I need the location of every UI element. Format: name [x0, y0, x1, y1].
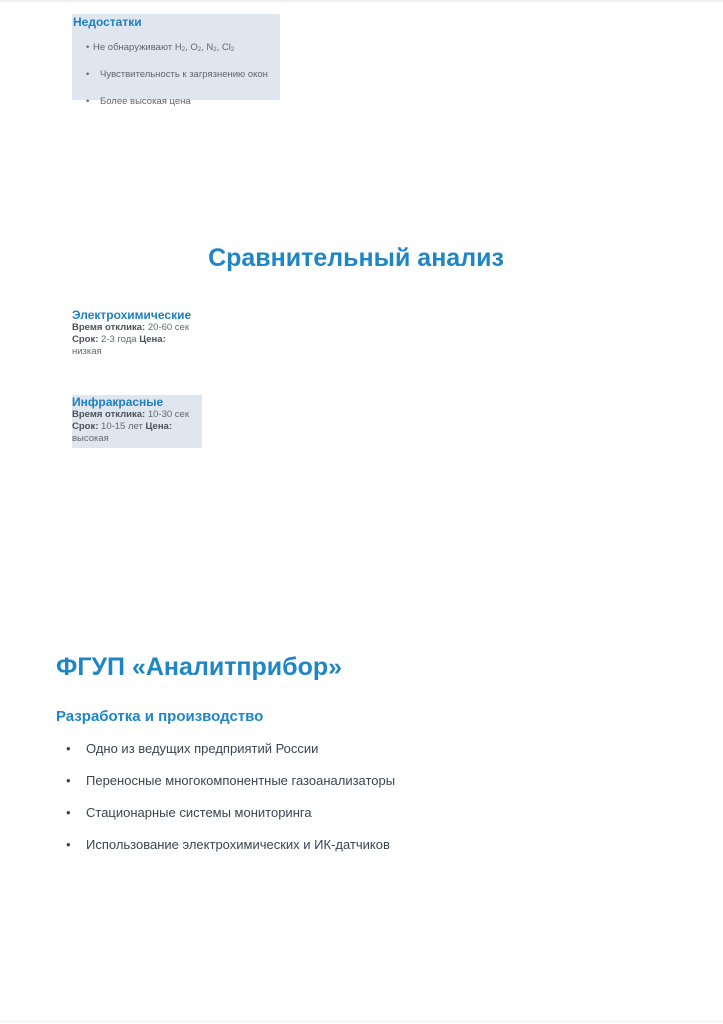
company-subtitle: Разработка и производство	[56, 708, 264, 725]
list-item: • Одно из ведущих предприятий России	[66, 741, 319, 756]
electrochemical-card	[72, 308, 202, 358]
list-item: • Переносные многокомпонентные газоанализаторы	[66, 773, 396, 788]
infrared-card	[72, 395, 202, 445]
list-item: • Использование электрохимических и ИК-датчиков	[66, 837, 390, 852]
electrochemical-title: Электрохимические	[72, 308, 192, 322]
top-divider	[0, 0, 723, 2]
comparison-title: Сравнительный анализ	[208, 244, 504, 272]
bottom-divider	[0, 1021, 723, 1022]
infrared-details: Время отклика: 10-30 сек Срок: 10-15 лет Цена: высокая	[72, 409, 189, 444]
infrared-title: Инфракрасные	[72, 395, 164, 409]
disadvantages-title: Недостатки	[73, 15, 142, 29]
bullet-icon: •	[66, 805, 71, 820]
bullet-icon: •	[66, 773, 71, 788]
disadvantage-item: • Чувствительность к загрязнению окон	[86, 69, 268, 80]
bullet-icon: •	[86, 96, 90, 107]
bullet-icon: •	[86, 42, 90, 53]
electrochemical-details: Время отклика: 20-60 сек Срок: 2-3 года Цена: низкая	[72, 322, 189, 357]
disadvantage-item: • Не обнаруживают $H_2$, $O_2$, $N_2$, $Cl_2$	[86, 42, 235, 53]
disadvantage-item: • Более высокая цена	[86, 96, 191, 107]
bullet-icon: •	[66, 741, 71, 756]
bullet-icon: •	[86, 69, 90, 80]
bullet-icon: •	[66, 837, 71, 852]
list-item: • Стационарные системы мониторинга	[66, 805, 312, 820]
company-title: ФГУП «Аналитприбор»	[56, 653, 343, 681]
